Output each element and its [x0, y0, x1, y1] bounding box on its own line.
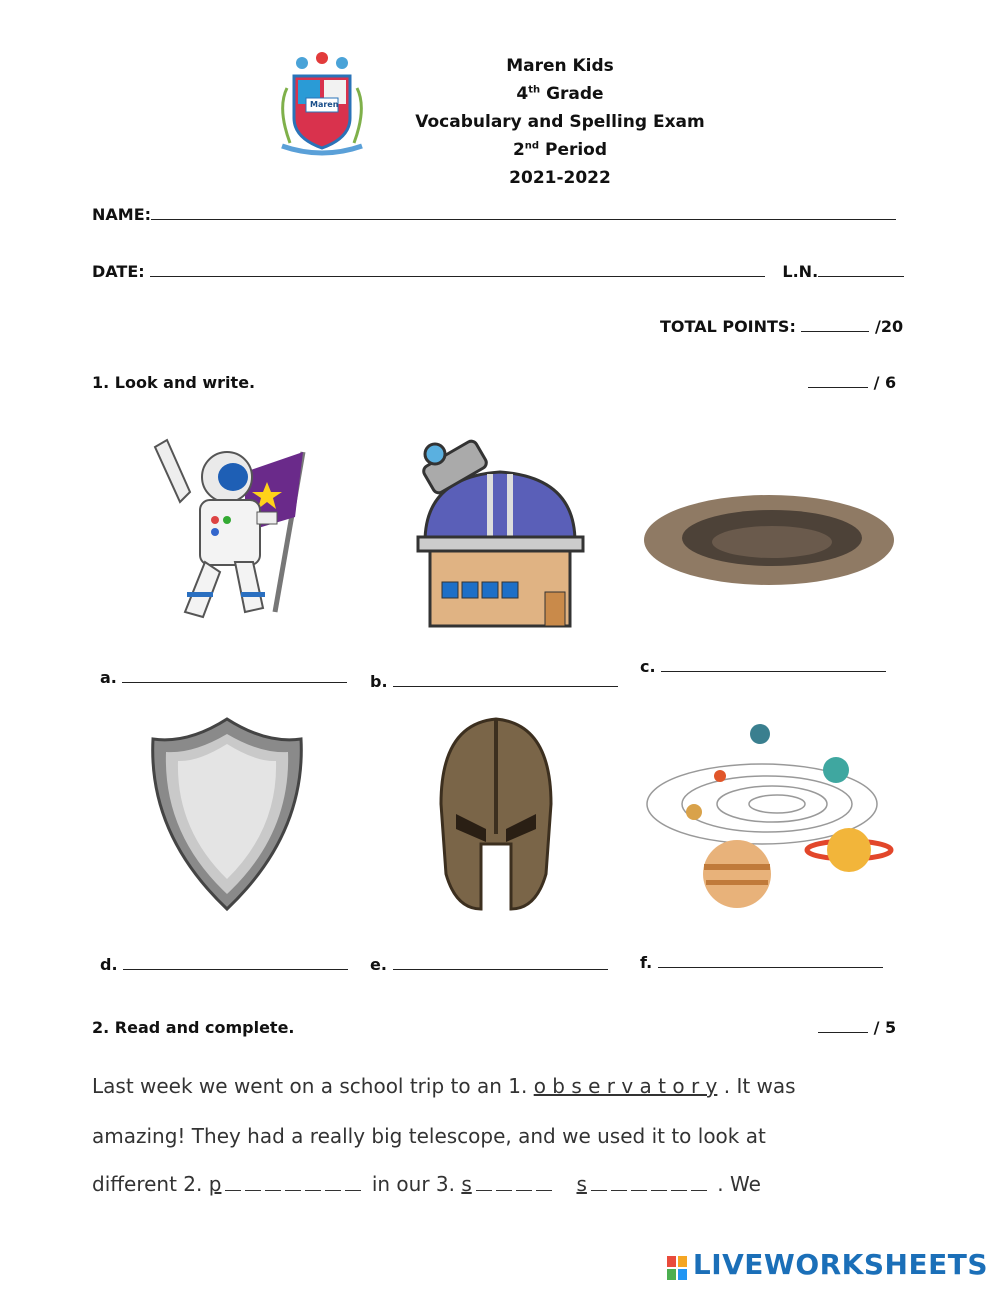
answer-f: f. [640, 953, 883, 972]
answer-f-line[interactable] [658, 967, 883, 968]
answer-a-line[interactable] [122, 682, 347, 683]
section2-score: / 5 [818, 1018, 896, 1037]
answer-word-1[interactable]: o b s e r v a t o r y [533, 1074, 718, 1098]
answer-word-2[interactable]: p [209, 1172, 366, 1196]
shield-image [146, 714, 308, 914]
exam-title: Vocabulary and Spelling Exam [415, 112, 705, 132]
name-line[interactable] [151, 219, 896, 220]
section1-title: 1. Look and write. [92, 373, 256, 392]
section1-score-line[interactable] [808, 387, 868, 388]
date-field [92, 262, 904, 281]
astronaut-image [145, 432, 310, 632]
logo-text: Maren [310, 100, 339, 109]
total-line[interactable] [801, 331, 869, 332]
ln-line[interactable] [818, 276, 904, 277]
school-name: Maren Kids [506, 56, 614, 76]
passage-line-2: amazing! They had a really big telescope, and we used it to look at [92, 1124, 766, 1148]
grade-line: 4th Grade [516, 84, 604, 104]
date-label: DATE: [92, 262, 145, 281]
section2-title: 2. Read and complete. [92, 1018, 295, 1037]
answer-d-line[interactable] [123, 969, 348, 970]
observatory-image [410, 432, 585, 632]
answer-d: d. [100, 955, 348, 974]
solar-system-image [642, 714, 897, 912]
answer-word-3a[interactable]: s [461, 1172, 555, 1196]
answer-b-line[interactable] [393, 686, 618, 687]
school-year: 2021-2022 [509, 168, 611, 188]
school-logo [272, 48, 372, 158]
name-field [92, 205, 896, 224]
total-max: /20 [875, 317, 904, 336]
name-label: NAME: [92, 205, 152, 224]
total-points [660, 317, 903, 336]
answer-word-3b[interactable]: s [576, 1172, 710, 1196]
answer-b: b. [370, 672, 618, 691]
total-label: TOTAL POINTS: [660, 317, 796, 336]
section1-score: / 6 [808, 373, 896, 392]
crater-image [642, 490, 897, 590]
answer-e-line[interactable] [393, 969, 608, 970]
passage-line-1: Last week we went on a school trip to an 1. o b s e r v a t o r y . It was [92, 1074, 796, 1098]
helmet-image [436, 714, 556, 914]
answer-a: a. [100, 668, 347, 687]
header-block [380, 52, 740, 192]
answer-e: e. [370, 955, 608, 974]
date-line[interactable] [150, 276, 765, 277]
ln-label: L.N. [782, 262, 819, 281]
answer-c: c. [640, 657, 886, 676]
passage-line-3: different 2. p in our 3. s s . We [92, 1172, 761, 1196]
liveworksheets-brand: LIVEWORKSHEETS [667, 1248, 988, 1281]
section2-score-line[interactable] [818, 1032, 868, 1033]
brand-logo-icon [667, 1254, 687, 1278]
period-line: 2nd Period [512, 140, 608, 160]
answer-c-line[interactable] [661, 671, 886, 672]
